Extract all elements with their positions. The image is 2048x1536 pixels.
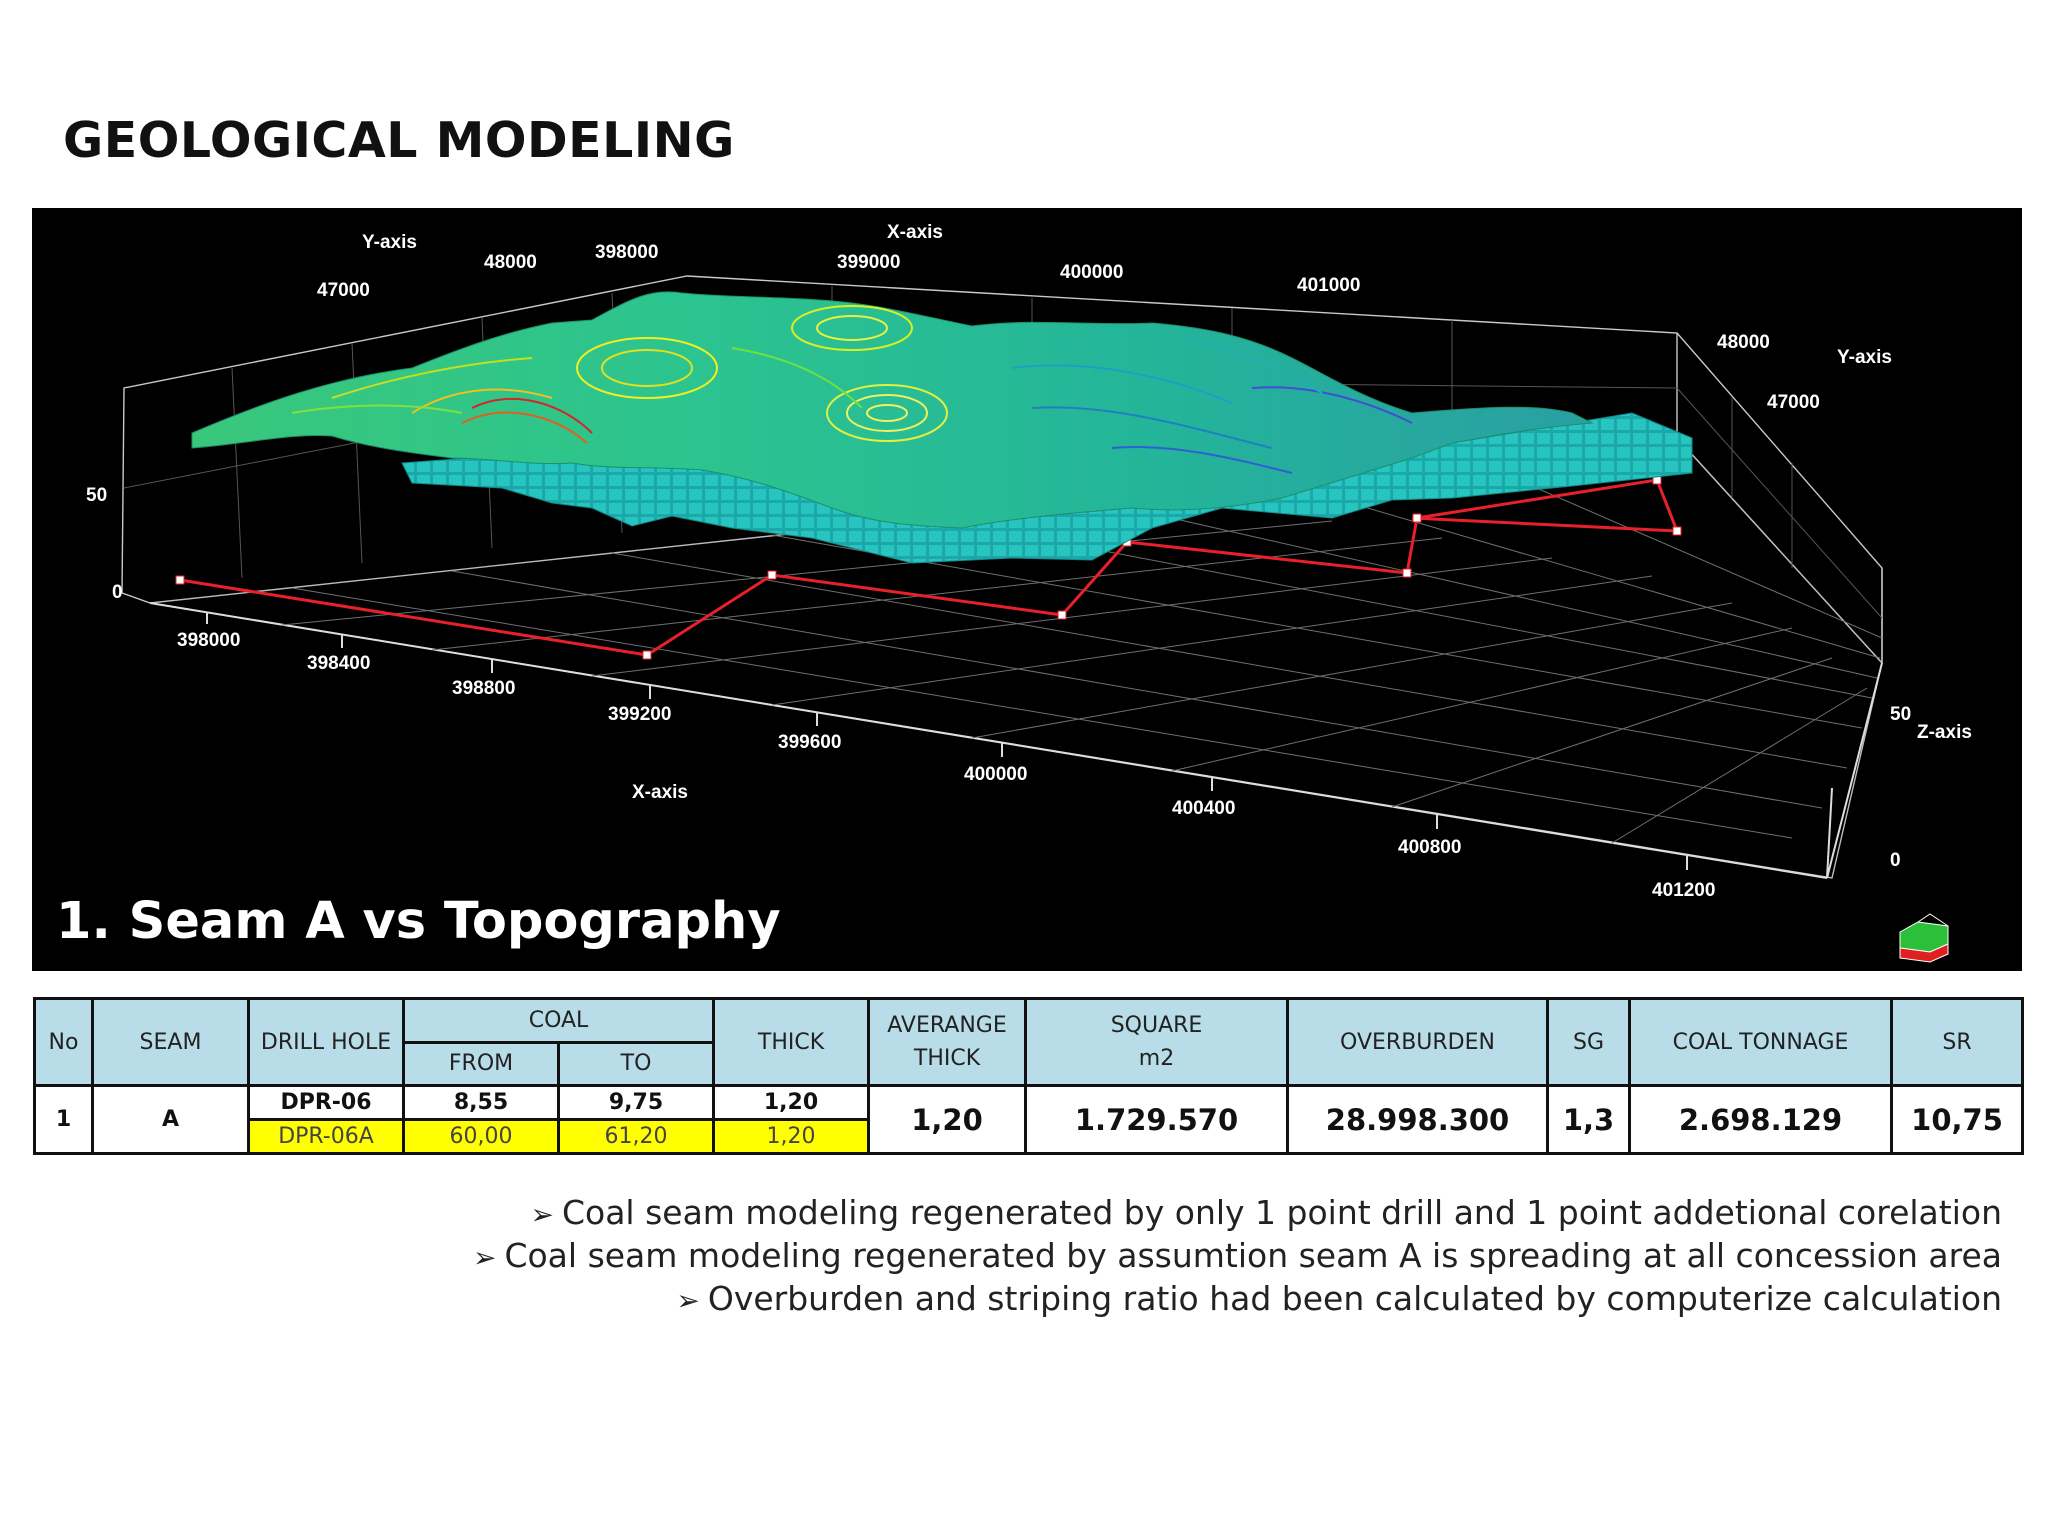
left-z-tick: 50 [86,485,108,506]
cell-thick-highlight: 1,20 [714,1120,869,1154]
front-x-tick: 398000 [177,630,241,651]
x-axis-label-back: X-axis [887,222,943,243]
table-row [35,1086,2023,1120]
back-x-tick: 399000 [837,252,901,273]
front-x-tick: 399600 [778,732,842,753]
cell-sr: 10,75 [1892,1086,2023,1154]
cell-thick: 1,20 [714,1086,869,1120]
cell-from: 8,55 [404,1086,559,1120]
page-title: GEOLOGICAL MODELING [63,112,735,169]
arrow-bullet-icon: ➢ [530,1198,554,1231]
cell-drill-hole: DPR-06 [249,1086,404,1120]
note-text: Overburden and striping ratio had been calculated by computerize calculation [707,1279,2002,1318]
header-to: TO [559,1042,714,1086]
front-x-tick: 398400 [307,653,371,674]
header-no: No [35,999,93,1086]
cell-drill-hole-highlight: DPR-06A [249,1120,404,1154]
front-x-tick: 400400 [1172,798,1236,819]
right-y-tick: 48000 [1717,332,1770,353]
front-x-tick: 400000 [964,764,1028,785]
cell-from-highlight: 60,00 [404,1120,559,1154]
header-from: FROM [404,1042,559,1086]
cell-coal-tonnage: 2.698.129 [1630,1086,1892,1154]
arrow-bullet-icon: ➢ [676,1284,700,1317]
cell-overburden: 28.998.300 [1288,1086,1548,1154]
cell-sg: 1,3 [1548,1086,1630,1154]
cell-square: 1.729.570 [1026,1086,1288,1154]
header-average-thick-line1: AVERANGE [887,1013,1007,1039]
header-average-thick-line2: THICK [913,1046,981,1072]
list-item [473,1278,2002,1321]
right-z-tick: 50 [1890,704,1912,725]
back-y-tick: 48000 [484,252,537,273]
figure-caption: 1. Seam A vs Topography [56,892,781,951]
header-thick: THICK [714,999,869,1086]
header-coal: COAL [404,999,714,1043]
front-x-tick: 400800 [1398,837,1462,858]
geological-model-figure [32,208,2022,971]
header-square [1026,999,1288,1086]
orientation-cube-icon [1900,914,1948,962]
left-z-tick: 0 [112,582,123,603]
x-axis-label-front: X-axis [632,782,688,803]
back-x-tick: 398000 [595,242,659,263]
seam-summary-table [33,997,2024,1155]
header-seam: SEAM [93,999,249,1086]
header-overburden: OVERBURDEN [1288,999,1548,1086]
cell-average-thick: 1,20 [869,1086,1026,1154]
cell-to: 9,75 [559,1086,714,1120]
note-text: Coal seam modeling regenerated by only 1 point drill and 1 point addetional corelation [561,1193,2002,1232]
list-item [473,1192,2002,1235]
3d-model-plot [32,208,2022,971]
header-coal-tonnage: COAL TONNAGE [1630,999,1892,1086]
header-drill-hole: DRILL HOLE [249,999,404,1086]
arrow-bullet-icon: ➢ [472,1241,497,1274]
y-axis-label-back: Y-axis [362,232,417,253]
list-item [473,1235,2002,1278]
header-square-line2: m2 [1138,1046,1175,1072]
cell-seam: A [93,1086,249,1154]
back-x-tick: 401000 [1297,275,1361,296]
y-axis-label-right: Y-axis [1837,347,1892,368]
front-x-tick: 401200 [1652,880,1716,901]
right-z-tick: 0 [1890,850,1901,871]
cell-no: 1 [35,1086,93,1154]
front-x-tick: 398800 [452,678,516,699]
header-average-thick [869,999,1026,1086]
z-axis-label: Z-axis [1917,722,1972,743]
header-row-1 [35,999,2023,1043]
header-sr: SR [1892,999,2023,1086]
header-sg: SG [1548,999,1630,1086]
back-y-tick: 47000 [317,280,370,301]
cell-to-highlight: 61,20 [559,1120,714,1154]
header-square-line1: SQUARE [1110,1013,1203,1039]
front-x-tick: 399200 [608,704,672,725]
back-x-tick: 400000 [1060,262,1124,283]
note-text: Coal seam modeling regenerated by assumtion seam A is spreading at all concession area [504,1236,2002,1275]
notes-list [473,1192,2002,1321]
right-y-tick: 47000 [1767,392,1820,413]
